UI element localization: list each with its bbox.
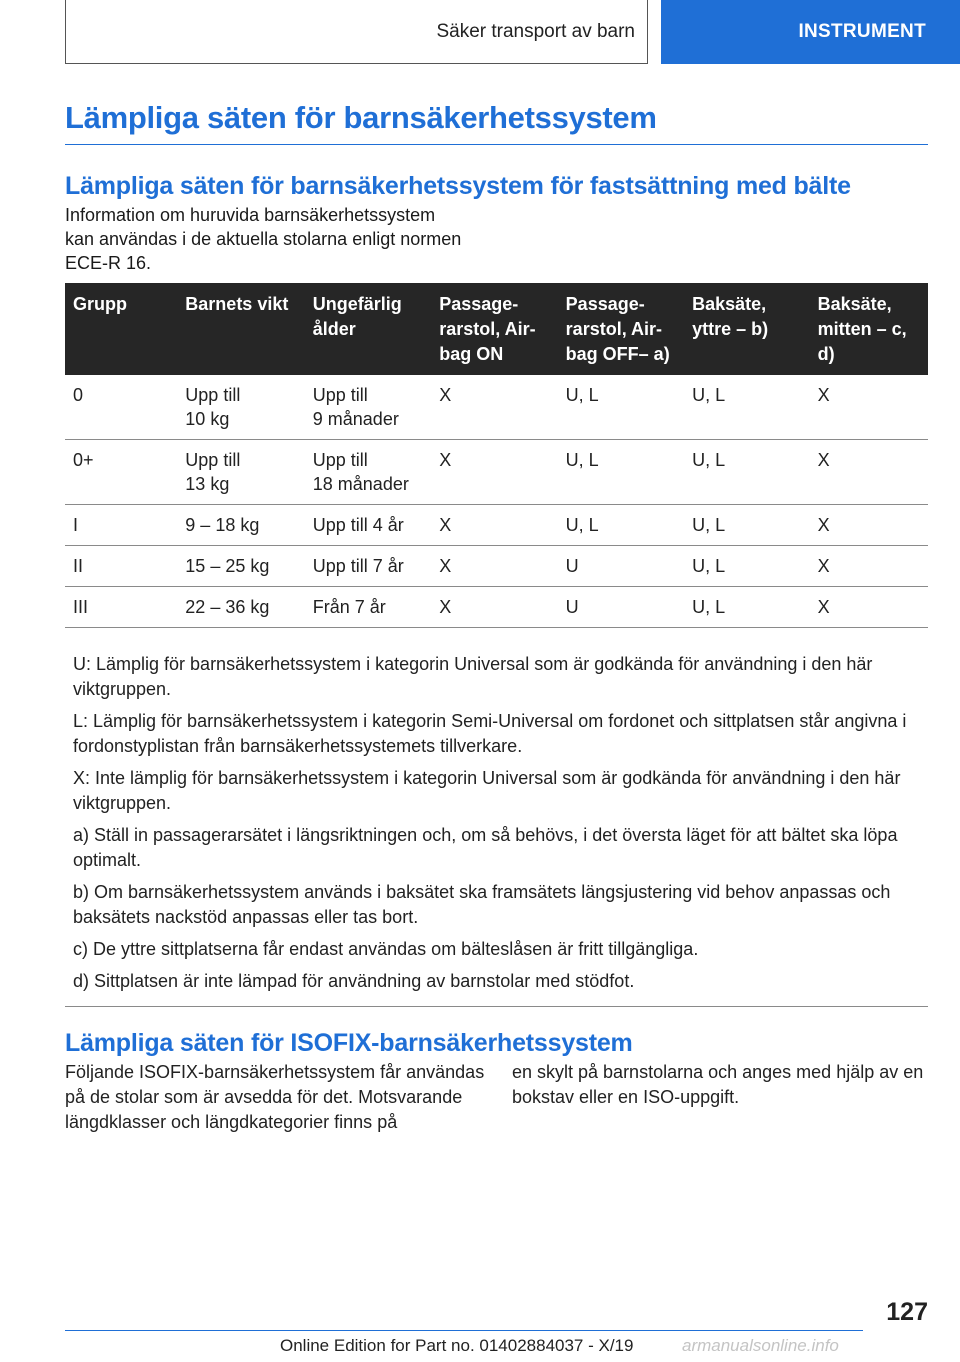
header-chapter-tab[interactable] — [661, 0, 960, 64]
cell-airbag-off: U, L — [558, 505, 684, 546]
cell-rear-outer: U, L — [684, 505, 809, 546]
cell-airbag-on: X — [431, 375, 557, 440]
section-heading-belt: Lämpliga säten för barnsäkerhetssystem för fastsättning med bälte — [65, 172, 851, 200]
cell-airbag-off: U — [558, 587, 684, 628]
footer-edition: Online Edition for Part no. 01402884037 - X/19 — [280, 1336, 634, 1355]
cell-age: Upp till 18 månader — [305, 440, 431, 505]
cell-airbag-off: U, L — [558, 375, 684, 440]
note-b: b) Om barnsäkerhetssystem används i baksätet ska framsätets längsjustering vid behov anpassas och baksätets nackstöd anpassas eller tas bort. — [73, 882, 891, 927]
isofix-text-left: Följande ISOFIX-barnsäkerhetssystem får användas på de stolar som är avsedda för det. Motsvarande längdklasser och längdkategorier finns på — [65, 1062, 485, 1132]
seat-suitability-table — [65, 283, 928, 628]
cell-weight: Upp till 13 kg — [177, 440, 304, 505]
intro-paragraph — [65, 203, 485, 275]
cell-airbag-on: X — [431, 546, 557, 587]
header-cell-rear-middle: Baksäte, mitten – c, d) — [810, 283, 928, 375]
cell-rear-middle: X — [810, 440, 928, 505]
cell-group: III — [65, 587, 177, 628]
cell-group: 0 — [65, 375, 177, 440]
cell-rear-outer: U, L — [684, 375, 809, 440]
table-row — [65, 375, 928, 440]
header-section-title — [65, 0, 648, 64]
table-row — [65, 440, 928, 505]
header-cell-weight: Barnets vikt — [177, 283, 304, 375]
cell-rear-outer: U, L — [684, 546, 809, 587]
section-label: Säker transport av barn — [436, 20, 635, 42]
cell-age: Från 7 år — [305, 587, 431, 628]
header-cell-rear-outer: Baksäte, yttre – b) — [684, 283, 809, 375]
cell-group: I — [65, 505, 177, 546]
intro-line: ECE-R 16. — [65, 253, 152, 273]
table-row — [65, 546, 928, 587]
cell-airbag-on: X — [431, 440, 557, 505]
table-header-row — [65, 283, 928, 375]
cell-airbag-on: X — [431, 587, 557, 628]
cell-rear-middle: X — [810, 546, 928, 587]
section-heading-isofix: Lämpliga säten för ISOFIX-barnsäkerhetssystem — [65, 1029, 633, 1057]
cell-airbag-off: U — [558, 546, 684, 587]
isofix-text-right: en skylt på barnstolarna och anges med hjälp av en bokstav eller en ISO-uppgift. — [512, 1062, 924, 1107]
note-u: U: Lämplig för barnsäkerhetssystem i kategorin Universal som är godkända för användning i den här viktgruppen. — [73, 654, 873, 699]
cell-weight: 22 – 36 kg — [177, 587, 304, 628]
header-cell-age: Ungefärlig ålder — [305, 283, 431, 375]
table-row — [65, 505, 928, 546]
watermark-text: armanualsonline.info — [682, 1336, 839, 1355]
cell-rear-outer: U, L — [684, 587, 809, 628]
header-cell-airbag-off: Passagerarstol, Airbag OFF– a) — [558, 283, 684, 375]
cell-rear-middle: X — [810, 375, 928, 440]
cell-group: 0+ — [65, 440, 177, 505]
footer-divider — [65, 1330, 863, 1331]
cell-age: Upp till 7 år — [305, 546, 431, 587]
note-x: X: Inte lämplig för barnsäkerhetssystem i kategorin Universal som är godkända för användning i den här viktgruppen. — [73, 768, 901, 813]
note-c: c) De yttre sittplatserna får endast användas om bälteslåsen är fritt tillgängliga. — [73, 939, 699, 959]
chapter-label: INSTRUMENT — [798, 21, 926, 42]
cell-airbag-on: X — [431, 505, 557, 546]
intro-line: kan användas i de aktuella stolarna enligt normen — [65, 229, 462, 249]
header-cell-airbag-on: Passagerarstol, Airbag ON — [431, 283, 557, 375]
note-d: d) Sittplatsen är inte lämpad för användning av barnstolar med stödfot. — [73, 971, 635, 991]
cell-age: Upp till 4 år — [305, 505, 431, 546]
cell-group: II — [65, 546, 177, 587]
page-title: Lämpliga säten för barnsäkerhetssystem — [65, 100, 928, 145]
cell-rear-middle: X — [810, 505, 928, 546]
table-row — [65, 587, 928, 628]
intro-line: Information om huruvida barnsäkerhetssystem — [65, 205, 436, 225]
header-cell-group: Grupp — [65, 283, 177, 375]
cell-weight: 9 – 18 kg — [177, 505, 304, 546]
note-a: a) Ställ in passagerarsätet i längsriktningen och, om så behövs, i det översta läget för att bältet ska löpa optimalt. — [73, 825, 898, 870]
note-l: L: Lämplig för barnsäkerhetssystem i kategorin Semi-Universal om fordonet och sittplatsen står angivna i fordonstyplistan från barnsäkerhetssystemets tillverkare. — [73, 711, 907, 756]
cell-airbag-off: U, L — [558, 440, 684, 505]
cell-weight: Upp till 10 kg — [177, 375, 304, 440]
cell-rear-outer: U, L — [684, 440, 809, 505]
cell-weight: 15 – 25 kg — [177, 546, 304, 587]
page-number: 127 — [886, 1298, 928, 1326]
table-notes — [65, 652, 928, 1007]
cell-age: Upp till 9 månader — [305, 375, 431, 440]
cell-rear-middle: X — [810, 587, 928, 628]
